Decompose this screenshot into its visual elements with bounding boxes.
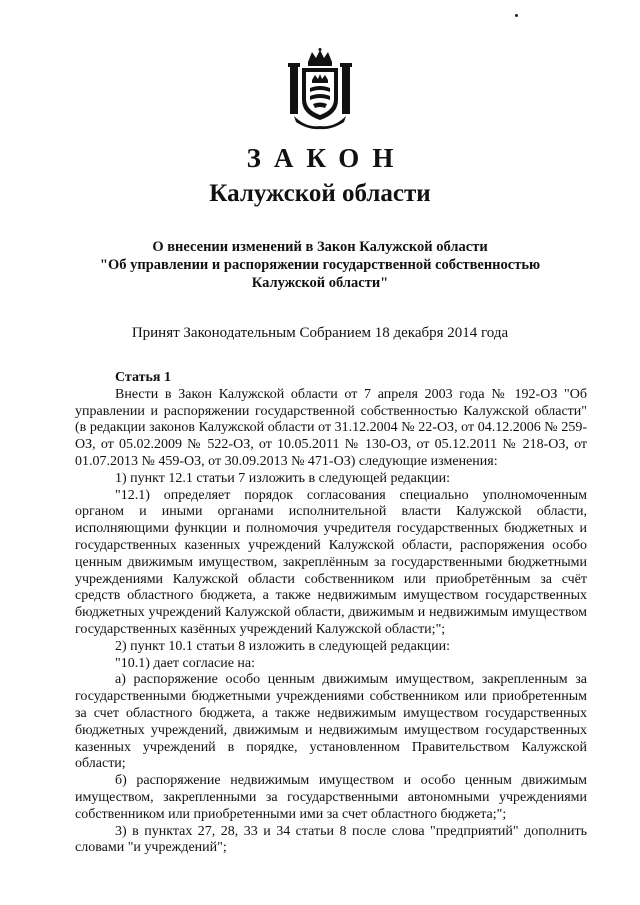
article-paragraph: Внести в Закон Калужской области от 7 апреля 2003 года № 192-ОЗ "Об управлении и распоряжении государственной собственностью Калужской области" (в редакции законов Калужской области от 31.12.2004 № 22-ОЗ, от 04.12.2006 № 259-ОЗ, от 05.02.2009 № 522-ОЗ, от 10.05.2011 № 130-ОЗ, от 05.12.2011 № 218-ОЗ, от 01.07.2013 № 459-ОЗ, от 30.09.2013 № 471-ОЗ) следующие изменения: (75, 386, 587, 469)
article-paragraph: б) распоряжение недвижимым имуществом и особо ценным движимым имуществом, закрепленными за государственными автономными учреждениями собственником или приобретенными ими за счет областного бюджета;"; (75, 773, 587, 822)
law-heading-line-2: "Об управлении и распоряжении государственной собственностью (99, 257, 541, 273)
document-title: ЗАКОН (246, 143, 407, 173)
law-body (75, 370, 587, 857)
coat-of-arms-emblem (286, 48, 354, 130)
article-paragraph: а) распоряжение особо ценным движимым имуществом, закрепленным за государственными бюджетными учреждениями собственником или приобретенным за счет областного бюджета, а также недвижимым имуществом государственных бюджетных учреждений, движимым и недвижимым имуществом государственных казенных учреждений в порядке, установленном Правительством Калужской области; (75, 672, 587, 772)
article-paragraph: 2) пункт 10.1 статьи 8 изложить в следующей редакции: (115, 638, 451, 654)
adoption-note: Принят Законодательным Собранием 18 декабря 2014 года (131, 325, 509, 341)
scan-speck (515, 14, 518, 17)
law-heading-line-3: Калужской области" (251, 275, 389, 291)
law-heading (60, 238, 580, 292)
article-title: Статья 1 (115, 370, 171, 385)
article-paragraph: 1) пункт 12.1 статьи 7 изложить в следующей редакции: (115, 470, 451, 486)
article-paragraph: "12.1) определяет порядок согласования специально уполномоченным органом и иными органами исполнительной власти Калужской области, исполняющими функции и полномочия учредителя государственных бюджетных и государственных казенных учреждений Калужской области, распоряжения особо ценным движимым имуществом, закреплённым за государственными бюджетными учреждениями Калужской области собственником или приобретённым за счёт средств областного бюджета, а также недвижимым имуществом государственных бюджетных учреждений Калужской области, движимым и недвижимым имуществом государственных казённых учреждений Калужской области;"; (75, 487, 587, 637)
article-paragraph: 3) в пунктах 27, 28, 33 и 34 статьи 8 после слова "предприятий" дополнить словами "и учреждений"; (75, 823, 587, 856)
article-paragraph: "10.1) дает согласие на: (115, 655, 256, 671)
law-heading-line-1: О внесении изменений в Закон Калужской области (152, 239, 488, 255)
document-subtitle: Калужской области (209, 180, 431, 207)
